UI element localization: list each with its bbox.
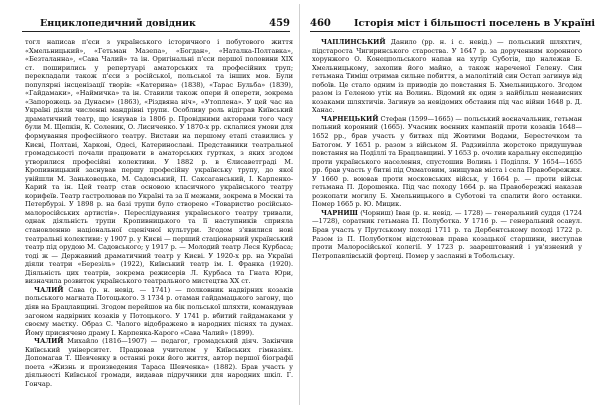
entry-text: Михайло (1816—1907) — педагог, громадський діяч. Закінчив Київський університет. Працював учителем у Київських гімназіях. Допомагав Т. Шевченку в останні роки його життя, автор першої біографії поета «Жизнь и произведения Тараса Шевченка» (1882). Брав участь у діяльності Київської громади, видавав підручники для народних шкіл. Г. Гончар. xyxy=(25,337,293,388)
entry-headword: ЧАПЛИНСЬКИЙ xyxy=(321,38,386,46)
left-page-body xyxy=(25,38,293,405)
article-paragraph xyxy=(25,286,293,337)
article-paragraph xyxy=(312,115,582,209)
article-paragraph xyxy=(312,38,582,115)
right-page-header xyxy=(310,18,596,32)
entry-text: Стефан (1599—1665) — польський воєначальник, гетьман польний коронний (1665). Учасник воєнних кампаній проти козаків 1648—1652 рр., брав участь у битвах під Жовтими Водами, Берестечком та Батогом. У 1651 р. разом з військом Я. Радзивілла жорстоко придушував повстання на Поділлі та Брацлавщині. У 1653 р. очолив каральну експедицію проти українського населення, спустошив Волинь і Поділля. У 1654—1655 рр. брав участь у битві під Охматовим, знищував міста і села Правобережжя. У 1660 р. воював проти московських військ, у 1664 р. — проти військ гетьмана П. Дорошенка. Під час походу 1664 р. на Правобережжі наказав розкопати могилу Б. Хмельницького в Суботові та спалити його останки. Помер 1665 р. Ю. Мицик. xyxy=(312,114,582,209)
entry-headword: ЧАРНЕЦЬКИЙ xyxy=(321,114,379,123)
right-page-body xyxy=(312,38,582,405)
left-page-number: 459 xyxy=(269,18,290,29)
entry-headword: ЧАРНИШ xyxy=(321,208,358,217)
left-page-header xyxy=(22,18,290,32)
left-header-title: Енциклопедичний довідник xyxy=(40,18,196,29)
entry-headword: ЧАЛИЙ xyxy=(34,337,64,346)
right-page xyxy=(300,0,600,409)
entry-text: Данило (рр. н. і с. невід.) — польський шляхтич, підстароста Чигиринського староства. У 1647 р. за дорученням коронного хорунжого О. Конецпольського напав на хутір Суботів, що належав Б. Хмельницькому, захопив його майно, а також нареченої Гелену. Син гетьмана Тиміш отримав сильне побиття, а малолітній син Остап загинув від побоїв. Це стало одним із приводів до повстання Б. Хмельницького. Згодом разом із Геленою утік на Волинь. Відомий як один з найбільш ненависних козаками шляхтичів. Загинув за невідомих обставин під час війни 1648 р. Д. Ханас. xyxy=(312,38,582,115)
article-paragraph xyxy=(25,38,293,286)
entry-text: (Чорниш) Іван (р. н. невід. — 1728) — генеральний суддя (1724—1728), соратник гетьмана П. Полуботка. У 1716 р. — генеральний осавул. Брав участь у Прутському поході 1711 р. та Дербентському поході 1722 р. Разом із П. Полуботком відстоював права козацької старшини, виступав проти Малоросійської колегії. У 1723 р. заарештований і ув'язнений у Петропавлівській фортеці. Помер у засланні в Тобольську. xyxy=(312,208,582,260)
entry-headword: ЧАЛИЙ xyxy=(34,285,64,294)
entry-text: Сава (р. н. невід. — 1741) — полковник надвірних козаків польського магната Потоцького. З 1734 р. отаман гайдамацького загону, що діяв на Брацлавщині. Згодом перейшов на бік польської шляхти, командував загоном надвірних козаків у Потоцького. У 1741 р. вбитий гайдамаками у своєму маєтку. Образ С. Чалого відображено в народних піснях та думах. Йому присвячено драму І. Карпенка-Карого «Сава Чалий» (1899). xyxy=(25,285,293,337)
article-paragraph xyxy=(312,209,582,260)
right-page-number: 460 xyxy=(310,18,331,29)
entry-text: тогл написав п'єси з українського історичного і побутового життя «Хмельницький», «Гетьман Мазепа», «Богдан», «Наталка-Полтавка», «Безталанна», «Сава Чалий» та ін. Оригінальні п'єси першої половини XIX ст. поширились у репертуарі аматорських та професійних труп; перекладали також п'єси з російської, польської та інших мов. Були популярні інсценізації творів: «Катерина» (1838), «Тарас Бульба» (1839), «Гайдамаки», «Наймичка» та ін. Ставили також опери й оперети, зокрема «Запорожець за Дунаєм» (1863), «Різдвяна ніч», «Утоплена». У цей час на Україні діяли численні мандрівні трупи. Особливу роль відіграв Київський драматичний театр, що існував із 1806 р. Провідними акторами того часу були М. Щепкін, К. Соленик, О. Лисиченко. У 1870-х рр. склалися умови для формування професійного театру. Вистави на першому етапі ставились у Києві, Полтаві, Харкові, Одесі, Катеринославі. Представники театральної громадськості почали працювати в аматорських гуртках, з яких згодом утворилися професійні колективи. У 1882 р. в Єлисаветграді М. Кропивницький заснував першу професійну українську трупу, до якої увійшли М. Заньковецька, М. Садовський, П. Саксаганський, І. Карпенко-Карий та ін. Цей театр став основою класичного українського театру корифеїв. Театр гастролював по Україні та за її межами, зокрема в Москві та Петербурзі. У 1898 р. на базі трупи було створено «Товариство російсько-малоросійських артистів». Переслідування українського театру тривали, однак діяльність трупи Кропивницького та її наступників сприяла становленню національної сценічної культури. Згодом з'явилися нові театральні колективи: у 1907 р. у Києві — перший стаціонарний український театр під орудою М. Садовського; у 1917 р. — Молодий театр Леся Курбаса; тоді ж — Державний драматичний театр у Києві. У 1920-х рр. на Україні діяли театри «Березіль» (1922), Київський театр ім. І. Франка (1920). Діяльність цих театрів, зокрема режисерів Л. Курбаса та Гната Юри, визначила розвиток українського театрального мистецтва XX ст. xyxy=(25,38,293,286)
right-header-title: Історія міст і більшості поселень в Україні xyxy=(354,18,596,29)
article-paragraph xyxy=(25,337,293,388)
